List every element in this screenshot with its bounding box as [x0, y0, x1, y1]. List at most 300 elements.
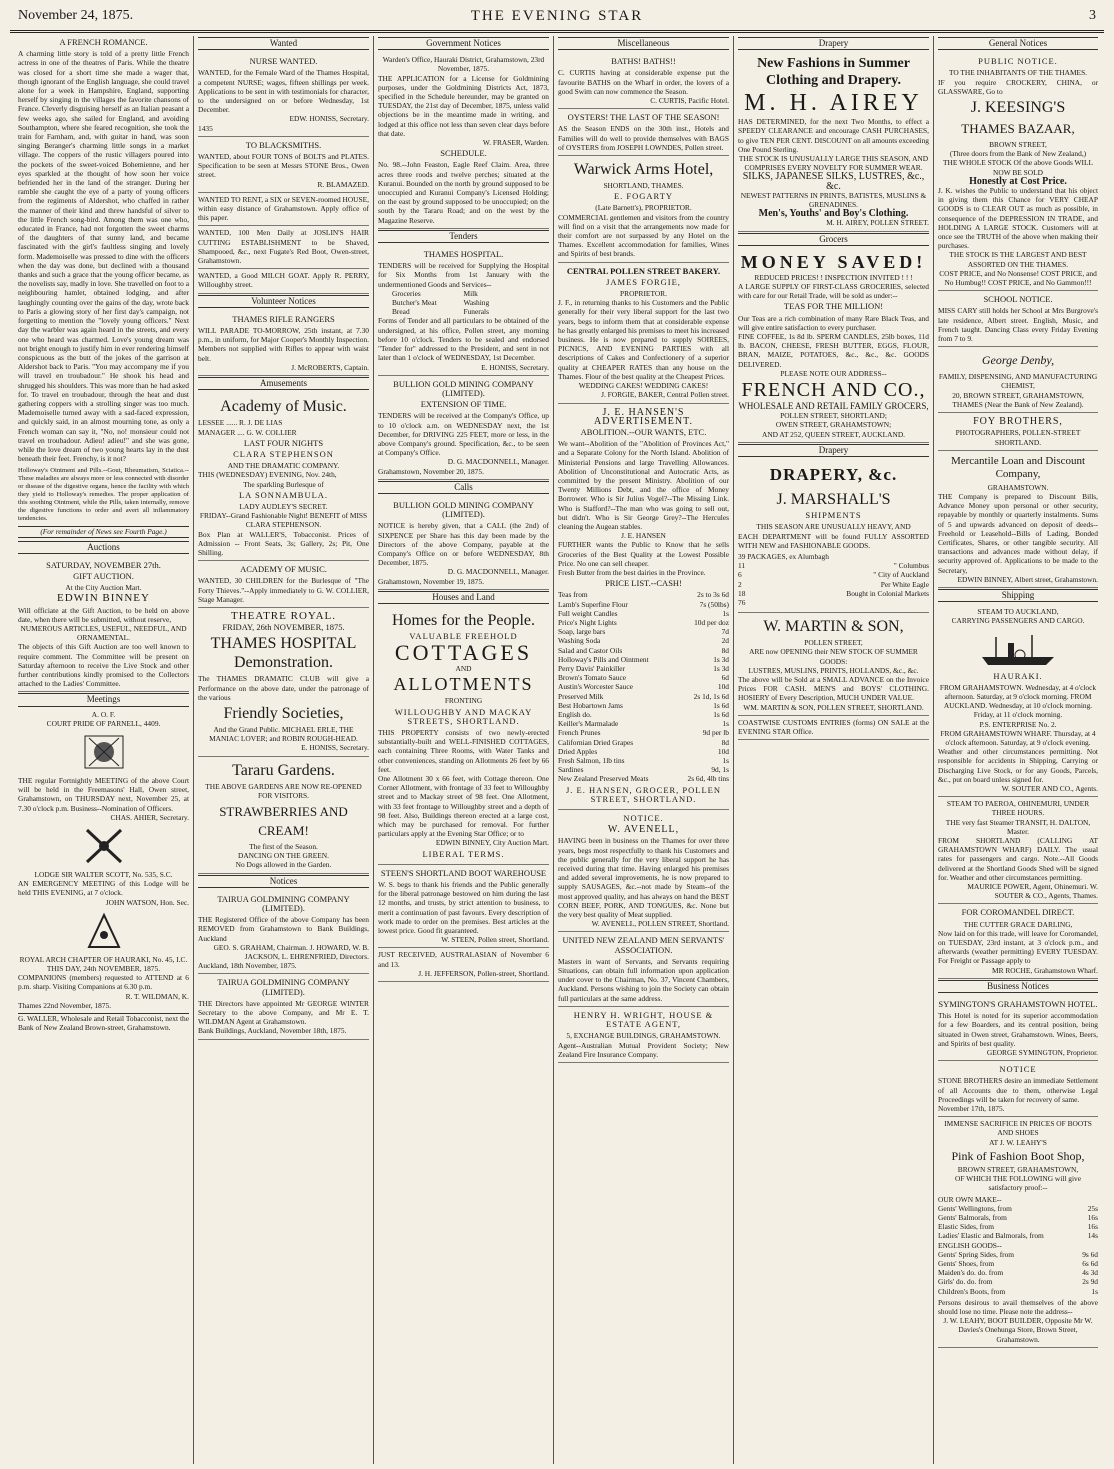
section-shipping: Shipping	[938, 589, 1098, 602]
baths-text: C. CURTIS having at considerable expense put the favourite BATHS on the Wharf in order, the lovers of a good Swim can now commence the Season.	[558, 68, 729, 96]
burlesque-label: The sparkling Burlesque of	[243, 479, 324, 489]
price-list-row	[558, 618, 729, 627]
tairua1-title: TAIRUA GOLDMINING COMPANY (LIMITED).	[217, 893, 350, 913]
section-business: Business Notices	[938, 980, 1098, 993]
received-text: JUST RECEIVED, AUSTRALASIAN of November 6 and 13.	[378, 950, 549, 969]
tea-title: TEAS FOR THE MILLION!	[783, 301, 884, 312]
price-list-row	[558, 664, 729, 673]
price-list-item: Sardines	[558, 765, 584, 775]
holloway-ad: Holloway's Ointment and Pills.--Gout, Rheumatism, Sciatica.--These maladies are always more or less connected with disorder or disease of the digestive organs, hence the facility with which they yield to Holloway's remedies. The proper application of this soothing Ointment, while the Pills, taken internally, remove the digestive functions to order and avert all inflammatory tendencies.	[18, 467, 189, 523]
leahy-price: 25s	[1087, 1203, 1098, 1213]
call-signature: D. G. MACDONNELL, Manager.	[447, 567, 549, 577]
pink-of-fashion: Pink of Fashion Boot Shop,	[951, 1148, 1085, 1163]
transit-text: FROM SHORTLAND (CALLING AT GRAHAMSTOWN WHARF) DAILY. The usual rates for passengers and cargo. Note.--All Goods delivered at the Shortland Goods Shed will be signed for. Weather and other circumstances permitting.	[938, 836, 1098, 882]
price-list-title: PRICE LIST.--CASH!	[605, 578, 682, 589]
french-co: FRENCH AND CO.,	[741, 379, 926, 402]
blacksmith-ad	[198, 137, 369, 193]
keesing-brown: BROWN STREET,	[989, 140, 1047, 150]
section-calls: Calls	[378, 481, 549, 494]
leahy-item: OUR OWN MAKE--	[938, 1194, 1002, 1204]
price-list-item: Brown's Tomato Sauce	[558, 673, 627, 683]
price-list-price: 1s	[722, 608, 729, 618]
price-list-item: Lamb's Superfine Flour	[558, 599, 628, 609]
remainder-note: (For remainder of News see Fourth Page.)	[18, 526, 189, 537]
call-date: Grahamstown, November 19, 1875.	[378, 576, 484, 586]
hospital-tender-more: Forms of Tender and all particulars to be obtained of the undersigned, at his office, Pollen street, any morning before 10 o'clock. Tenders to be sealed and endorsed "Tender for" addressed to the President, and sent in not later than 1 o'clock of WEDNESDAY, 1st December.	[378, 316, 549, 363]
streets-label: WILLOUGHBY AND MACKAY STREETS, SHORTLAND.	[394, 706, 533, 726]
weather-note: Weather and other circumstances permitting. Not responsible for accidents in Shipping, Carrying or Discharging Live Stock, or for any Goods, Parcels, &c., put on board unless signed for.	[938, 747, 1098, 784]
steen-title: STEEN'S SHORTLAND BOOT WAREHOUSE	[380, 867, 547, 878]
price-list-item: English do.	[558, 710, 592, 719]
price-list-price: 10d per doz	[694, 617, 729, 627]
price-list-item: Holloway's Pills and Ointment	[558, 654, 649, 664]
steamship-icon	[978, 629, 1058, 669]
call-text: NOTICE is hereby given, that a CALL (the 2nd) of SIXPENCE per Share has this day been made by the Directors of the above Company, payable at the Company's Office on or before WEDNESDAY, 8th December, 1875.	[378, 521, 549, 568]
martin-title: W. MARTIN & SON,	[763, 618, 904, 636]
plays-signature: E. HONISS, Secretary.	[301, 743, 369, 753]
price-list-row	[558, 600, 729, 609]
warden-signature: W. FRASER, Warden.	[482, 138, 549, 148]
airey-title: M. H. AIREY	[744, 90, 923, 117]
blacksmith-text: WANTED, about FOUR TONS of BOLTS and PLATES. Specification to be seen at Messrs STONE Bros., Owen street.	[198, 152, 369, 180]
price-list-price: 2d	[721, 636, 729, 646]
leahy-price: 6s 6d	[1082, 1258, 1098, 1268]
leahy-item: Gents' Shoes, from	[938, 1258, 995, 1268]
price-list-price: 7d	[721, 627, 729, 637]
gift-auction-ad	[18, 557, 189, 693]
leahy-item: Girls' do. do. from	[938, 1277, 993, 1287]
martin-signature: WM. MARTIN & SON, POLLEN STREET, SHORTLAND.	[743, 702, 924, 712]
package-row	[738, 580, 929, 589]
souter-signature: W. SOUTER AND CO., Agents.	[1001, 783, 1098, 793]
package-price: Per White Eagle	[880, 579, 929, 589]
package-price: " City of Auckland	[873, 570, 929, 580]
price-list-price: 2s 6d, 4lb tins	[687, 774, 729, 784]
airey-stock: THE STOCK IS UNUSUALLY LARGE THIS SEASON, AND COMPRISES EVERY NOVELTY FOR SUMMER WEAR.	[738, 154, 929, 173]
freehold-label: VALUABLE FREEHOLD	[409, 630, 518, 641]
leahy-note: Persons desirous to avail themselves of the above should lose no time. Please note the address--	[938, 1297, 1098, 1316]
reduced-prices: REDUCED PRICES! ! INSPECTION INVITED ! ! !	[754, 272, 913, 282]
nurse-ad	[198, 53, 369, 137]
each-department: EACH DEPARTMENT will be found FULLY ASSORTED WITH NEW and FASHIONABLE GOODS.	[738, 531, 929, 550]
tairua1-signature: GEO. S. GRAHAM, Chairman. J. HOWARD, W. B. JACKSON, L. EHRENFRIED, Directors.	[213, 942, 369, 962]
cutter-title: THE CUTTER GRACE DARLING,	[963, 919, 1073, 929]
price-list-price: 8d	[721, 737, 729, 747]
leahy-row	[938, 1195, 1098, 1204]
strawberries: STRAWBERRIES AND CREAM!	[219, 803, 348, 838]
warden-office: Warden's Office, Hauraki District, Grahamstown, 23rd November, 1875.	[382, 55, 545, 74]
leahy-row	[938, 1287, 1098, 1296]
children-text: WANTED, 30 CHILDREN for the Burlesque of "The Forty Thieves."--Apply immediately to G. W. COLLIER, Stage Manager.	[198, 576, 369, 604]
binney-signature: EDWIN BINNEY, City Auction Mart.	[435, 838, 549, 848]
oysters-ad	[558, 109, 729, 156]
transit-signature: MAURICE POWER, Agent, Ohinemuri. W. SOUTER & CO., Agents, Thames.	[967, 882, 1098, 901]
auction-place: At the City Auction Mart.	[65, 583, 142, 593]
nurse-signature: EDW. HONISS, Secretary.	[289, 114, 369, 124]
mercantile-ad	[938, 451, 1098, 588]
price-list-price: 2s to 3s 6d	[697, 590, 729, 600]
denby-title: George Denby,	[981, 353, 1055, 368]
martin-ad	[738, 613, 929, 716]
price-list-item: Californian Dried Grapes	[558, 737, 634, 747]
warwick-ad	[558, 156, 729, 263]
hospital-item: Groceries	[392, 288, 421, 298]
this-evening: THIS (WEDNESDAY) EVENING, Nov. 24th,	[198, 470, 337, 480]
package-row	[738, 552, 929, 561]
price-list	[558, 590, 729, 783]
hauraki-ad	[938, 605, 1098, 797]
column-6	[934, 36, 1102, 1464]
section-misc: Miscellaneous	[558, 37, 729, 50]
martin-text: ARE now OPENING their NEW STOCK OF SUMMER GOODS:	[749, 647, 918, 666]
liberal-terms: LIBERAL TERMS.	[422, 848, 505, 859]
money-saved: MONEY SAVED!	[740, 251, 927, 272]
tairua2-title: TAIRUA GOLDMINING COMPANY (LIMITED).	[217, 977, 350, 997]
price-list-item: Keiller's Marmalade	[558, 719, 619, 729]
package-item: 6	[738, 570, 742, 580]
blacksmith-title: TO BLACKSMITHS.	[245, 139, 322, 150]
leahy-row	[938, 1259, 1098, 1268]
price-list-item: Perry Davis' Painkiller	[558, 663, 626, 673]
cutter-text: Now laid on for this trade, will leave for Coromandel, on TUESDAY, 23rd instant, at 3 o'clock p.m., and afterwards (weather permitting) EVERY TUESDAY. For Freight or Passage apply to	[938, 928, 1098, 966]
leahy-price: 2s 9d	[1082, 1277, 1098, 1287]
warwick-sub: SHORTLAND, THAMES.	[603, 181, 684, 191]
no-dogs-text: No Dogs allowed in the Garden.	[235, 860, 332, 870]
leahy-item: Gents' Spring Sides, from	[938, 1249, 1015, 1259]
package-price: Bought in Colonial Markets	[846, 588, 929, 598]
price-list-item: Washing Soda	[558, 636, 601, 646]
baths-title: BATHS! BATHS!!	[611, 56, 676, 67]
column-5	[734, 36, 934, 1464]
price-list-price: 2s 1d, 1s 6d	[693, 691, 729, 701]
keesing-whole: THE WHOLE STOCK Of the above Goods WILL NOW BE SOLD	[942, 158, 1094, 177]
warden-text: THE APPLICATION for a License for Goldmining purposes, under the Goldmining Districts Act, 1873, specified in the Schedule hereunder, may be granted on TUESDAY, the 21st day of December, 1875, unless valid objections be in the meantime made in writing, and lodged at this office not less than seven clear days before that date.	[378, 73, 549, 138]
tararu-ad	[198, 757, 369, 874]
warwick-title: Warwick Arms Hotel,	[573, 161, 714, 179]
hospital-item: Bread	[392, 307, 410, 317]
french-owen: OWEN STREET, GRAHAMSTOWN;	[775, 420, 892, 430]
avenell-ad	[558, 810, 729, 932]
symington-signature: GEORGE SYMINGTON, Proprietor.	[986, 1048, 1098, 1058]
story-title: A FRENCH ROMANCE.	[59, 37, 148, 47]
academy-title: Academy of Music.	[220, 398, 347, 416]
school-title: SCHOOL NOTICE.	[983, 294, 1053, 305]
season-text: The first of the Season.	[249, 841, 318, 851]
auction-title: GIFT AUCTION.	[73, 570, 134, 581]
royal-arch-text: COMPANIONS (members) requested to ATTEND at 6 p.m. sharp. Visiting Companions at 6.30 p.m.	[18, 973, 189, 992]
supply-text: A LARGE SUPPLY OF FIRST-CLASS GROCERIES, selected with care for our Retail Trade, will be sold as under:--	[738, 282, 929, 301]
drapery-big: DRAPERY, &c.	[769, 465, 898, 485]
price-list-item: New Zealand Preserved Meats	[558, 774, 649, 784]
column-1	[14, 36, 194, 1464]
marshall-ad	[738, 460, 929, 613]
price-list-row	[558, 756, 729, 765]
hansen-grocer: J. E. HANSEN, GROCER, POLLEN STREET, SHORTLAND.	[565, 784, 722, 804]
season-heavy: THIS SEASON ARE UNUSUALLY HEAVY, AND	[756, 522, 911, 532]
price-list-row	[558, 728, 729, 737]
price-list-item: Teas from	[558, 590, 588, 600]
mercantile-text: THE Company is prepared to Discount Bills, Advance Money upon personal or other security, repayable by monthly or quarterly instalments. Sums of 5 and upwards advanced on deposit of deeds--Freehold or Leasehold--Bills of Lading, Bonded Certificates, Shares, or other tangible security. All transactions and advances made without delay, if security approved of. Applications to be made to the Secretary,	[938, 491, 1098, 575]
section-grocers: Grocers	[738, 233, 929, 246]
notice-title: NOTICE.	[623, 813, 664, 824]
french-pollen: POLLEN STREET, SHORTLAND;	[780, 411, 887, 421]
package-price: " Columbus	[893, 561, 929, 571]
keesing-ad	[938, 53, 1098, 291]
fogarty: E. FOGARTY	[613, 191, 674, 202]
nurse-title: NURSE WANTED.	[249, 56, 318, 67]
allotments-label: ALLOTMENTS	[393, 674, 534, 695]
price-list-row	[558, 774, 729, 783]
leahy-row	[938, 1213, 1098, 1222]
column-4	[554, 36, 734, 1464]
rifle-title: THAMES RIFLE RANGERS	[232, 313, 335, 324]
hansen-signature: J. E. HANSEN	[621, 531, 666, 541]
tea-text: Our Teas are a rich combination of many Rare Black Teas, and will give entire satisfaction to every purchaser.	[738, 313, 929, 332]
warwick-text: COMMERCIAL gentlemen and visitors from the country will find on a visit that the arrangements now made for their comfort are not surpassed by any Hotel on the Thames. Excellent accommodation for families, Wines and Spirits of best brands.	[558, 212, 729, 259]
mercantile-sub: GRAHAMSTOWN.	[987, 482, 1049, 492]
parnell-signature: CHAS. AHIER, Secretary.	[110, 812, 189, 822]
hospital-items	[378, 289, 549, 317]
price-list-price: 10d	[717, 746, 729, 756]
keesing-text: J. K. wishes the Public to understand that his object in giving them this Chance for VERY CHEAP GOODS is to CLEAR OUT as much as possible, in consequence of the DEPRESSION IN TRADE, and HOLDING A LARGE STOCK. Customers will at once see the TRUTH of the above when making their purchases.	[938, 186, 1098, 251]
package-row	[738, 589, 929, 598]
steam-auckland: STEAM TO AUCKLAND,	[977, 607, 1059, 617]
oysters-text: AS the Season ENDS on the 30th inst., Hotels and Families will do well to provide themselves with BAGS of OYSTERS from JOSEPH LOWNDES, Pollen street.	[558, 124, 729, 152]
section-auctions: Auctions	[18, 541, 189, 554]
price-list-row	[558, 655, 729, 664]
keesing-cost: COST PRICE, and No Nonsense! COST PRICE, and No Humbug!! COST PRICE, and No Gammon!!!	[939, 268, 1097, 288]
leahy-ad	[938, 1117, 1098, 1347]
leahy-item: Gents' Balmorals, from	[938, 1212, 1007, 1222]
agent-text: Agent--Australian Mutual Provident Society; New Zealand Fire Insurance Company.	[558, 1040, 729, 1059]
price-list-item: Best Hobartown Jams	[558, 700, 623, 710]
leahy-row	[938, 1204, 1098, 1213]
hauraki-text: FROM GRAHAMSTOWN. Wednesday, at 4 o'clock afternoon. Saturday, at 9 o'clock morning. FROM AUCKLAND. Wednesday, at 10 o'clock morning. Friday, at 11 o'clock morning.	[939, 682, 1097, 720]
rifle-text: WILL PARADE TO-MORROW, 25th instant, at 7.30 p.m., in uniform, for Major Cooper's Monthly Inspection. Members not supplied with Rifles to appear with waist belt.	[198, 326, 369, 363]
price-list-item: Dried Apples	[558, 746, 598, 756]
airey-text: HAS DETERMINED, for the next Two Months, to effect a SPEEDY CLEARANCE and encourage CASH PURCHASES, to give TEN PER CENT. DISCOUNT on all amounts exceeding One Pound Sterling.	[738, 117, 929, 154]
tairua2-date: Bank Buildings, Auckland, November 18th, 1875.	[198, 1026, 347, 1036]
leahy-row	[938, 1277, 1098, 1286]
price-list-row	[558, 636, 729, 645]
price-list-row	[558, 692, 729, 701]
enterprise-title: P.S. ENTERPRISE No. 2.	[979, 719, 1057, 729]
price-list-item: Fresh Salmon, 1lb tins	[558, 756, 625, 766]
section-amusements: Amusements	[198, 377, 369, 390]
further-text: FURTHER wants the Public to Know that he sells Groceries of the Best Quality at the Lowest Possible Price. No one can sell cheaper.	[558, 540, 729, 568]
price-list-row	[558, 627, 729, 636]
tairua1-date: Auckland, 18th November, 1875.	[198, 961, 297, 971]
hospital-tender-ad	[378, 246, 549, 376]
section-government: Government Notices	[378, 37, 549, 50]
french-co-ad	[738, 249, 929, 443]
and-label: AND	[455, 664, 472, 674]
tairua1-text: THE Registered Office of the above Company has been REMOVED from Grahamstown to Bank Buildings, Auckland	[198, 915, 369, 943]
martin-lustres: LUSTRES, MUSLINS, PRINTS, HOLLANDS, &c., &c.	[748, 665, 919, 675]
friday-benefit: FRIDAY--Grand Fashionable Night! BENEFIT of MISS CLARA STEPHENSON.	[199, 511, 368, 530]
leahy-item: Elastic Sides, from	[938, 1222, 995, 1232]
academy-ad	[198, 393, 369, 561]
leahy-price: 14s	[1087, 1231, 1098, 1241]
marshall-title: J. MARSHALL'S	[776, 491, 891, 509]
avenell-title: W. AVENELL,	[607, 824, 680, 836]
symington-title: SYMINGTON'S GRAHAMSTOWN HOTEL.	[938, 999, 1098, 1010]
cottages-label: COTTAGES	[394, 640, 533, 666]
cutter-signature: MR ROCHE, Grahamstown Wharf.	[992, 965, 1098, 975]
package-item: 39 PACKAGES, ex Alumbagh	[738, 551, 829, 561]
parnell-title: COURT PRIDE OF PARNELL, 4409.	[46, 718, 161, 728]
dancing-text: DANCING ON THE GREEN.	[237, 851, 329, 861]
symington-ad	[938, 996, 1098, 1061]
abolition-text: We want--Abolition of the "Abolition of Provinces Act," and a Separate Colony for the North Island. Abolition of Ministerial Pensions and large Travelling Allowances. Abolition of Unconstitutional and Autocratic Acts, as committed by the present Ministry. Abolition of our Twenty Millions Debt, and the office of Money Borrower. Who is Sir Julius Vogel?--The Missing Link. Who is Stafford?--The man who was going to sell out, but didn't. Who is Sir George Grey?--The Hercules cleaning the Augean stables.	[558, 439, 729, 531]
price-list-row	[558, 765, 729, 774]
price-list-price: 6d	[721, 673, 729, 683]
school-text: MISS CARY still holds her School at Mrs Burgrove's late residence, Albert street. English, Music, and French taught. Dancing Class every Friday Evening from 7 to 9.	[938, 306, 1098, 344]
avenell-text: HAVING been in business on the Thames for over three years, begs most respectfully to thank his Customers and the public generally for the very liberal support he has received during that time. Having enlarged his premises and added several improvements, he is now prepared to supply SAUSAGES, &c.--not made by Steam--of the most approved quality, and has always on hand the BEST CORN BEEF, PORK, AND TONGUES, &c. None but the very best quality of Meat supplied.	[558, 836, 729, 920]
oysters-title: OYSTERS! THE LAST OF THE SEASON!	[567, 112, 720, 123]
thames-bazaar: THAMES BAZAAR,	[961, 121, 1075, 137]
transit-ad	[938, 797, 1098, 904]
allotment-text: One Allotment 30 x 66 feet, with Cottage thereon. One Corner Allotment, with frontage of 33 feet to Willoughby street and to Mackay street of 98 feet. One Allotment, with 33 feet frontage to Willoughby street and a depth of 98 feet. Also, Buildings thereon erected at a large cost, which may be purchased for removal. For further particulars apply at the Evening Star Office; or to	[378, 774, 549, 839]
section-drapery-2: Drapery	[738, 444, 929, 457]
rent-ad: WANTED TO RENT, a SIX or SEVEN-roomed HOUSE, within easy distance of Grahamstown. Apply office of this paper.	[198, 193, 369, 227]
children-ad	[198, 561, 369, 608]
please-note: PLEASE NOTE OUR ADDRESS--	[780, 368, 887, 378]
airey-newest: NEWEST PATTERNS IN PRINTS, BATISTES, MUSLINS & GRENADINES.	[740, 190, 927, 210]
bullion-call-ad	[378, 497, 549, 590]
forgie-sub: PROPRIETOR.	[620, 289, 667, 299]
story-text: A charming little story is told of a pretty little French actress in one of the theatres of Paris. While the theatre was closed for a short time she made a wager that, though ignorant of the English language, she could travel alone for a week in Hampshire, England, supporting herself by singing in the villages the favorite chansons of France. Cleverly disguising herself as an Italian peasant a few weeks ago, she sailed for England, and avoiding Southampton, where she feared recognition, she took the train for Farnham, and, with guitar in hand, was soon singing Beranger's charming little songs in a market village. The coppers of the rustic villagers poured into the pockets of the sweet-voiced Bohemienne, and her eyes sparkled at the thought of how soon her voice befriended her in the land of the stranger. During her ramble she caught the eye of a party of young officers from the regiments of Aldershot, who chaffed in rather the manner of their kind and threw handsful of silver to the little French song-bird. Among them was one who, educated in France, had not forgotten the sweet charms of the daughters of that sunny land, and became fascinated with the girl's faultless singing and lovely form. Mademoiselle was pressed to dine with the officers when the day was done, but declined with a thousand thanks and such a grace that the young officer became, as the novelists say, madly in love. She travelled on foot to a neighbouring hamlet, obtained lodging, and after laughingly counting over the gains of the day, wrote back to Paris a glowing story of her first day's campaign, not forgetting to mention the "lovely young officers." Next day the warbler was again heard in the streets, and every one who heard was charmed. Love's young dream was not bright enough to justify him in ever rendering himself conspicuous as the butt of the jokes of the garrison at Aldershot back to Paris. "You may accompany me if you will travel en troubadour." He shook his head and shrugged his shoulders. This was more than he had asked for. To travel en troubadour, through the heat and dust gathering coppers with a strolling singer was too much. Mademoiselle turned away with a sad-faced expression, and quickly said, in an almost mourning tone, as only a French woman can say it, "No, no! monsieur could not travel en troubadour. Adieu! adieu!" and she was gone, while the love dream of two young hearts lay in the dust beneath their feet. Frenchy, is it not?	[18, 49, 189, 464]
stone-date: November 17th, 1875.	[938, 1104, 1005, 1114]
mercantile-title: Mercantile Loan and Discount Company,	[950, 454, 1086, 480]
price-list-row	[558, 738, 729, 747]
masthead	[10, 6, 1104, 33]
leahy-price: 4s 3d	[1082, 1268, 1098, 1278]
stone-notice: NOTICE	[999, 1064, 1037, 1075]
auction-more: The objects of this Gift Auction are too well known to require comment. The Committee will be present on Saturday afternoon to receive the Live Stock and other further contributions kindly promised to the Collectors attached to the Ladies' Committee.	[18, 642, 189, 689]
auction-text: Will officiate at the Gift Auction, to be held on above date, when there will be submitted, without reserve,	[18, 605, 189, 624]
hospital-item: Washing	[463, 298, 490, 308]
goat-ad: WANTED, a Good MILCH GOAT. Apply R. PERRY, Willoughby street.	[198, 269, 369, 293]
homes-title: Homes for the People.	[391, 611, 536, 629]
package-item: 18	[738, 588, 746, 598]
hospital-tender-text: TENDERS will be received for Supplying the Hospital for Six Months from 1st January with the undermentioned Goods and Services--	[378, 261, 549, 289]
price-list-item: Salad and Castor Oils	[558, 645, 623, 655]
immense-title: IMMENSE SACRIFICE IN PRICES OF BOOTS AND SHOES	[944, 1119, 1092, 1138]
leahy-price-list	[938, 1195, 1098, 1296]
leahy-item: Gents' Wellingtons, from	[938, 1203, 1012, 1213]
lodge-text: AN EMERGENCY MEETING of this Lodge will be held THIS EVENING, at 7 o'clock.	[18, 879, 189, 898]
coromandel-title: FOR COROMANDEL DIRECT.	[961, 907, 1075, 918]
issue-date: November 24, 1875.	[18, 8, 134, 23]
price-list-price: 1s 3d	[713, 654, 729, 664]
rifle-signature: J. McROBERTS, Captain.	[291, 362, 369, 372]
schedule-text: No. 98.--John Feaston, Eagle Reef Claim. Area, three acres three roods and twelve perches; situated at the Kuranui. Bounded on the north by ground supposed to be unoccupied and Kuranui Company's Licensed Holding; on the east by ground supposed to be unoccupied; on the south by the Tararu Road; and on the west by the Magazine Reserve.	[378, 160, 549, 225]
theatre-date: FRIDAY, 26th NOVEMBER, 1875.	[222, 622, 345, 633]
received-ad	[378, 948, 549, 982]
bakery-title: CENTRAL POLLEN STREET BAKERY.	[566, 265, 721, 276]
price-list-item: Preserved Milk	[558, 691, 604, 701]
bakery-ad	[558, 263, 729, 404]
hansen-title: J. E. HANSEN'S ADVERTISEMENT.	[593, 406, 694, 427]
package-row	[738, 561, 929, 570]
leahy-item: Ladies' Elastic and Balmorals, from	[938, 1231, 1044, 1241]
denby-chemist: FAMILY, DISPENSING, AND MANUFACTURING CHEMIST,	[938, 372, 1098, 391]
price-list-row	[558, 590, 729, 599]
parnell-text: THE regular Fortnightly MEETING of the above Court will be held in the Freemasons' Hall, Owen street, Grahamstown, on THURSDAY next, November 25, at 7.30 o'clock p.m. Business--Nomination of Officers.	[18, 776, 189, 813]
lodge-title: LODGE SIR WALTER SCOTT, No. 535, S.C.	[34, 870, 173, 880]
dramatic-company: AND THE DRAMATIC COMPANY.	[227, 461, 340, 471]
auction-items: NUMEROUS ARTICLES, USEFUL, NEEDFUL, AND ORNAMENTAL.	[20, 623, 187, 643]
page-number: 3	[1089, 8, 1096, 23]
leahy-title: AT J. W. LEAHY'S	[989, 1137, 1047, 1147]
leahy-address: BROWN STREET, GRAHAMSTOWN,	[957, 1164, 1079, 1174]
section-meetings: Meetings	[18, 693, 189, 706]
nurse-text: WANTED, for the Female Ward of the Thames Hospital, a competent NURSE; wages, fifteen shillings per week. Applications to be sent in with testimonials for character, to the undersigned on or before Wednesday, 1st December.	[198, 68, 369, 115]
last-four-nights: LAST FOUR NIGHTS	[243, 437, 324, 448]
leahy-row	[938, 1241, 1098, 1250]
price-list-price: 1s	[722, 756, 729, 766]
french-queen: AND AT 252, QUEEN STREET, AUCKLAND.	[761, 429, 906, 439]
hospital-item: Butcher's Meat	[392, 298, 437, 308]
tararu-title: Tararu Gardens.	[232, 761, 335, 779]
royal-arch-date2: Thames 22nd November, 1875.	[18, 1000, 112, 1010]
baths-signature: C. CURTIS, Pacific Hotel.	[650, 96, 729, 106]
received-signature: J. H. JEFFERSON, Pollen-street, Shortland.	[418, 968, 549, 978]
friendly-societies: Friendly Societies,	[223, 704, 344, 722]
extension-date: Grahamstown, November 20, 1875.	[378, 466, 484, 476]
masonic-emblem-icon	[79, 824, 129, 868]
leahy-row	[938, 1268, 1098, 1277]
lady-audley: LADY AUDLEY'S SECRET.	[239, 501, 328, 511]
wedding-cakes: WEDDING CAKES! WEDDING CAKES!	[578, 381, 709, 391]
bullion-title: BULLION GOLD MINING COMPANY (LIMITED).	[393, 378, 534, 398]
servants-title: UNITED NEW ZEALAND MEN SERVANTS' ASSOCIATION.	[562, 935, 725, 955]
price-list-price: 9d, 1s	[711, 765, 729, 775]
leahy-price: 9s 6d	[1082, 1249, 1098, 1259]
cottages-ad	[378, 607, 549, 865]
wright-sub: 5, EXCHANGE BUILDINGS, GRAHAMSTOWN.	[566, 1031, 721, 1041]
airey-mens: Men's, Youths' and Boy's Clothing.	[758, 208, 909, 220]
wright-title: HENRY H. WRIGHT, HOUSE & ESTATE AGENT,	[573, 1009, 714, 1030]
joslin-ad: WANTED, 100 Men Daily at JOSLIN'S HAIR CUTTING ESTABLISHMENT to be Shaved, Shampooed, &c., next Fugate's Red Boot, Owen-street, Grahamstown.	[198, 226, 369, 269]
fashion-title: New Fashions in Summer Clothing and Drapery.	[757, 56, 910, 89]
leahy-price: 1s	[1091, 1286, 1098, 1296]
price-list-row	[558, 682, 729, 691]
leahy-row	[938, 1231, 1098, 1240]
price-list-row	[558, 719, 729, 728]
academy2-title: ACADEMY OF MUSIC.	[240, 564, 327, 575]
servants-text: Masters in want of Servants, and Servants requiring Situations, can obtain full information upon application under cover to the Chairman, No. 37, Vincent Chambers, Auckland. Persons wishing to join the Society can obtain full particulars at the same address.	[558, 956, 729, 1003]
price-list-item: Price's Night Lights	[558, 617, 617, 627]
paper-title: THE EVENING STAR	[470, 8, 644, 24]
keesing-to: TO THE INHABITANTS OF THE THAMES.	[948, 68, 1088, 78]
steen-text: W. S. begs to thank his friends and the Public generally for the liberal patronage bestowed on him during the last 12 months, and trusts, by strict attention to business, to merit a continuation of past favours. Every description of work made to order on the premises. Best articles at the lowest price. Good fit guaranteed.	[378, 880, 549, 936]
section-drapery: Drapery	[738, 37, 929, 50]
tairua2-text: THE Directors have appointed Mr GEORGE WINTER Secretary to the above Company, and Mr E. T. WILDMAN Agent at Grahamstown.	[198, 998, 369, 1027]
foy-photo: PHOTOGRAPHERS, POLLEN-STREET SHORTLAND.	[955, 428, 1081, 447]
section-general: General Notices	[938, 37, 1098, 50]
keesing-largest: THE STOCK IS THE LARGEST AND BEST ASSORTED ON THE THAMES.	[949, 250, 1087, 269]
keesing-doors: (Three doors from the Bank of New Zealand,)	[949, 149, 1087, 159]
column-2	[194, 36, 374, 1464]
airey-silks: SILKS, JAPANESE SILKS, LUSTRES, &c., &c.	[742, 171, 925, 192]
honestly-cost: Honestly at Cost Price.	[969, 175, 1067, 187]
martin-more: The above will be Sold at a SMALL ADVANCE on the Invoice Prices FOR CASH. MEN'S and BOYS' CLOTHING. HOSIERY of Every Description, MUCH UNDER VALUE.	[738, 674, 929, 703]
ohinemuri-title: STEAM TO PAEROA, OHINEMURI, UNDER THREE HOURS.	[946, 799, 1090, 818]
property-text: THIS PROPERTY consists of two newly-erected substantially-built and WELL-FINISHED COTTAGES, each containing Three Rooms, with Water Tanks and other conveniences, standing on Allotments 26 feet by 66 feet.	[378, 727, 549, 774]
hauraki-title: HAURAKI.	[993, 670, 1043, 681]
